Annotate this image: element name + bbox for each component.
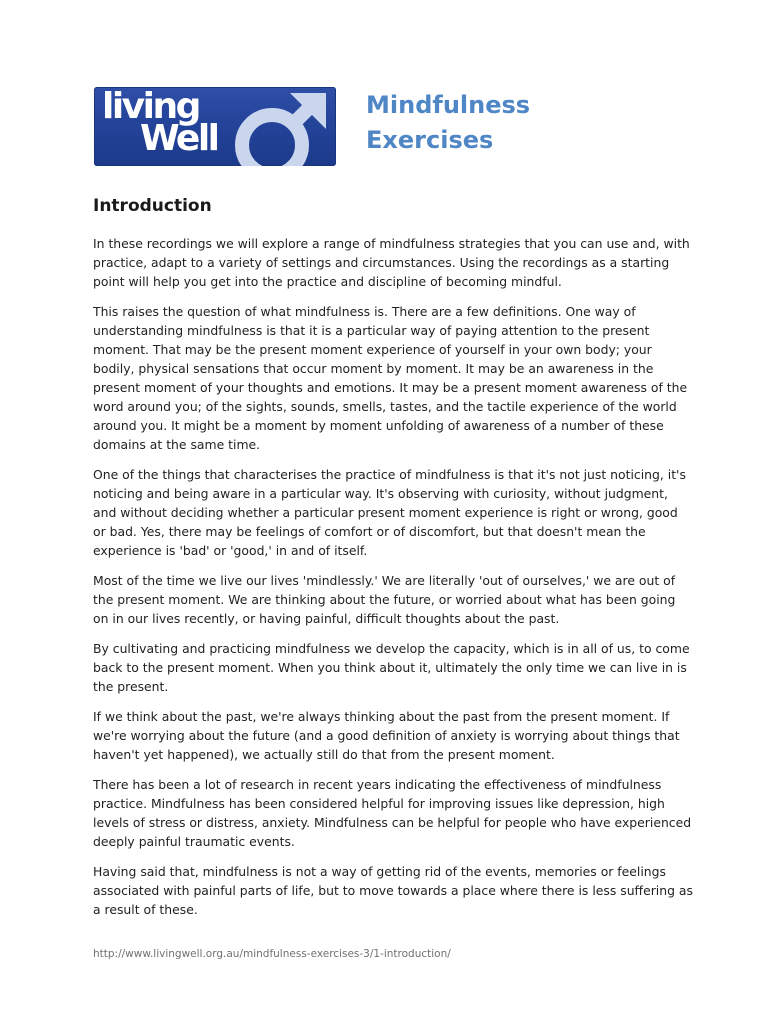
footer-url[interactable]: http://www.livingwell.org.au/mindfulness-exercises-3/1-introduction/ xyxy=(93,948,451,960)
paragraph: Most of the time we live our lives 'mindlessly.' We are literally 'out of ourselves,' we are out of the present moment. We are thinking about the future, or worried about what has been going on in our lives recently, or having painful, difficult thoughts about the past. xyxy=(93,573,676,626)
paragraph: One of the things that characterises the practice of mindfulness is that it's not just noticing, it's noticing and being aware in a particular way. It's observing with curiosity, without judgment, and without deciding whether a particular present moment experience is right or wrong, good or bad. Yes, there may be feelings of comfort or of discomfort, but that doesn't mean the experience is 'bad' or 'good,' in and of itself. xyxy=(93,467,686,558)
paragraph: There has been a lot of research in recent years indicating the effectiveness of mindfulness practice. Mindfulness has been considered helpful for improving issues like depression, high levels of stress or distress, anxiety. Mindfulness can be helpful for people who have experienced deeply painful traumatic events. xyxy=(93,777,692,849)
document-title-line-2: Exercises xyxy=(366,126,494,154)
document-body xyxy=(93,234,693,930)
paragraph: By cultivating and practicing mindfulness we develop the capacity, which is in all of us, to come back to the present moment. When you think about it, ultimately the only time we can live in is the present. xyxy=(93,641,690,694)
paragraph: This raises the question of what mindfulness is. There are a few definitions. One way of understanding mindfulness is that it is a particular way of paying attention to the present moment. That may be the present moment experience of yourself in your own body; your bodily, physical sensations that occur moment by moment. It may be an awareness in the present moment of your thoughts and emotions. It may be a present moment awareness of the word around you; of the sights, sounds, smells, tastes, and the tactile experience of the world around you. It might be a moment by moment unfolding of awareness of a number of these domains at the same time. xyxy=(93,304,688,452)
logo-wordmark xyxy=(102,87,218,159)
paragraph: In these recordings we will explore a range of mindfulness strategies that you can use and, with practice, adapt to a variety of settings and circumstances. Using the recordings as a starting point will help you get into the practice and discipline of becoming mindful. xyxy=(93,236,690,289)
section-heading: Introduction xyxy=(93,196,212,216)
document-title xyxy=(366,88,686,158)
living-well-logo xyxy=(94,87,336,166)
paragraph: If we think about the past, we're always thinking about the past from the present moment. If we're worrying about the future (and a good definition of anxiety is worrying about things that haven't yet happened), we actually still do that from the present moment. xyxy=(93,709,680,762)
document-title-line-1: Mindfulness xyxy=(366,91,531,119)
logo-line-1: living xyxy=(102,87,199,127)
logo-line-2: Well xyxy=(140,118,218,159)
paragraph: Having said that, mindfulness is not a way of getting rid of the events, memories or feelings associated with painful parts of life, but to move towards a place where there is less suffering as a result of these. xyxy=(93,864,693,917)
